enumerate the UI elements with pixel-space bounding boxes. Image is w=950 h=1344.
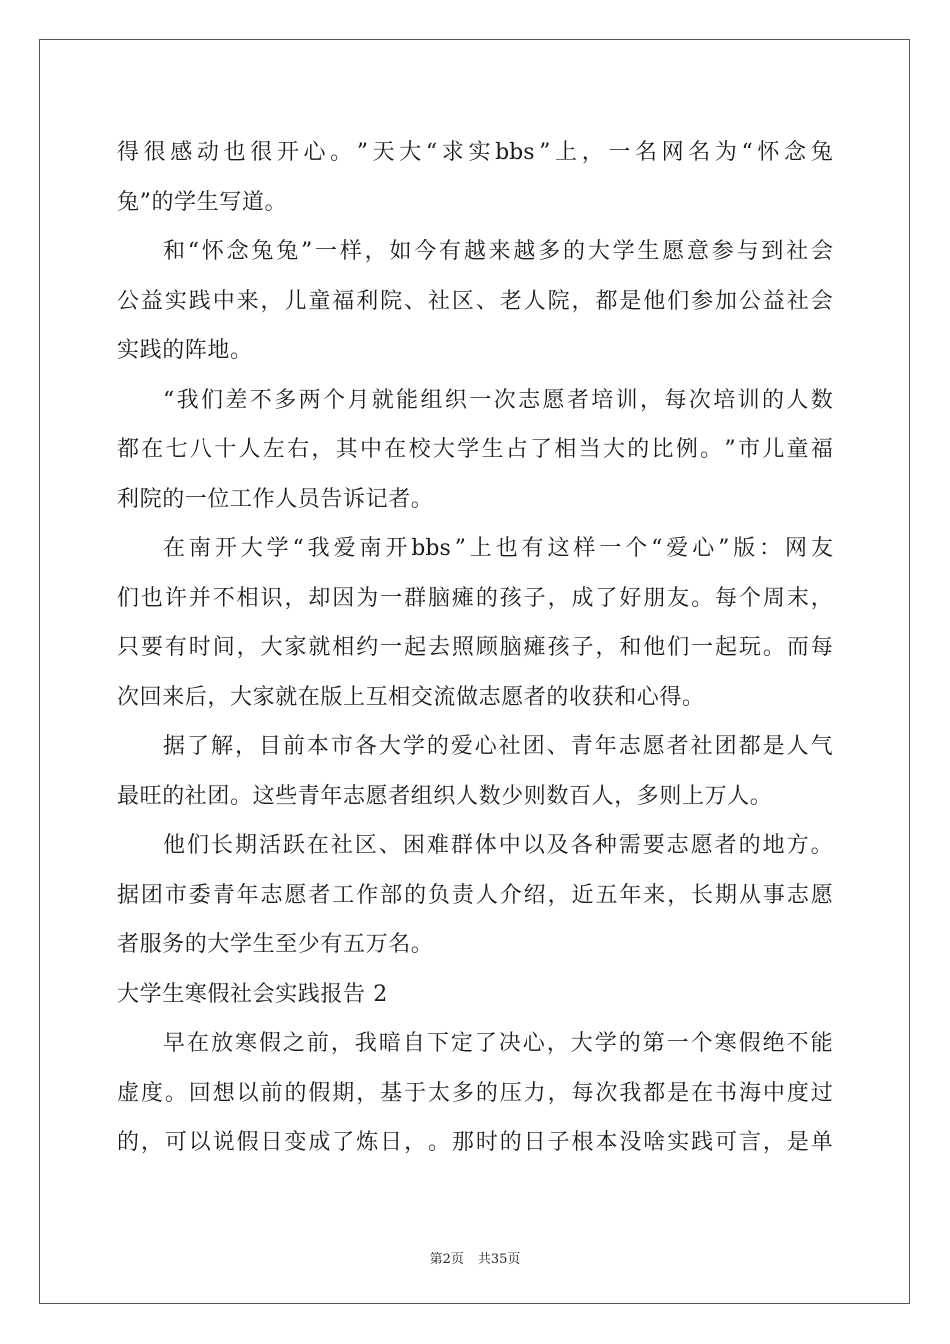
text-line: 都 在 七 八 十 人 左 右 ， 其 中 在 校 大 学 生 占 了 相 当 大 的 比 例 。 ” 市 儿 童 福 — [117, 437, 833, 462]
text-line: 只 要 有 时 间 ， 大 家 就 相 约 一 起 去 照 顾 脑 瘫 孩 子 ， 和 他 们 一 起 玩 。 而 每 — [117, 635, 833, 660]
text-line: 利院的一位工作人员告诉记者。 — [117, 486, 434, 512]
document-body — [117, 128, 833, 1168]
text-line: 早 在 放 寒 假 之 前 ， 我 暗 自 下 定 了 决 心 ， 大 学 的 第 一 个 寒 假 绝 不 能 — [163, 1031, 833, 1056]
text-line: 们 也 许 并 不 相 识 ， 却 因 为 一 群 脑 瘫 的 孩 子 ， 成 了 好 朋 友 。 每 个 周 末 ， — [117, 585, 833, 611]
text-line: 虚 度 。 回 想 以 前 的 假 期 ， 基 于 太 多 的 压 力 ， 每 次 我 都 是 在 书 海 中 度 过 — [117, 1080, 833, 1106]
text-line: 者服务的大学生至少有五万名。 — [117, 932, 434, 957]
text-line: 次回来后，大家就在版上互相交流做志愿者的收获和心得。 — [117, 684, 705, 710]
text-line: 最旺的社团。这些青年志愿者组织人数少则数百人，多则上万人。 — [117, 783, 773, 809]
text-line: 他 们 长 期 活 跃 在 社 区 、 困 难 群 体 中 以 及 各 种 需 要 志 愿 者 的 地 方 。 — [163, 833, 833, 858]
text-line: 据 团 市 委 青 年 志 愿 者 工 作 部 的 负 责 人 介 绍 ， 近 五 年 来 ， 长 期 从 事 志 愿 — [117, 882, 833, 908]
text-line: 得 很 感 动 也 很 开 心 。 ” 天 大 “ 求 实 bbs ” 上 ， 一 名 网 名 为 “ 怀 念 兔 — [117, 140, 833, 165]
text-line: 据 了 解 ， 目 前 本 市 各 大 学 的 爱 心 社 团 、 青 年 志 愿 者 社 团 都 是 人 气 — [163, 734, 833, 759]
text-line: 和 “ 怀 念 兔 兔 ” 一 样 ， 如 今 有 越 来 越 多 的 大 学 生 愿 意 参 与 到 社 会 — [163, 239, 833, 264]
text-line: 的 ， 可 以 说 假 日 变 成 了 炼 日 ， 。 那 时 的 日 子 根 本 没 啥 实 践 可 言 ， 是 单 — [117, 1130, 833, 1155]
text-line: 兔”的学生写道。 — [117, 189, 288, 215]
page-footer — [0, 1248, 950, 1267]
text-line: “ 我 们 差 不 多 两 个 月 就 能 组 织 一 次 志 愿 者 培 训 ， 每 次 培 训 的 人 数 — [163, 387, 833, 413]
section-heading: 大学生寒假社会实践报告 2 — [117, 981, 388, 1007]
text-line: 实践的阵地。 — [117, 338, 253, 363]
text-line: 公 益 实 践 中 来 ， 儿 童 福 利 院 、 社 区 、 老 人 院 ， 都 是 他 们 参 加 公 益 社 会 — [117, 288, 833, 314]
text-line: 在 南 开 大 学 “ 我 爱 南 开 bbs ” 上 也 有 这 样 一 个 “ 爱 心 ” 版 ： 网 友 — [163, 536, 833, 561]
page-number: 第2页 — [429, 1252, 464, 1267]
total-pages: 共35页 — [477, 1252, 521, 1267]
